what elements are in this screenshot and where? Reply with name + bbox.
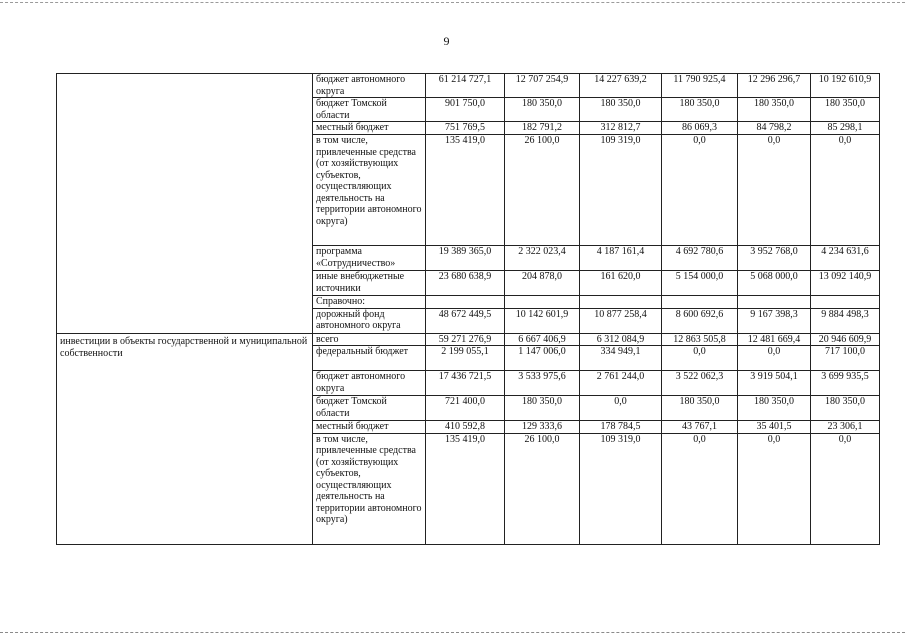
value-cell: 410 592,8 bbox=[426, 421, 505, 434]
value-cell: 12 296 296,7 bbox=[738, 74, 811, 98]
value-cell: 86 069,3 bbox=[662, 122, 738, 135]
value-cell bbox=[811, 296, 880, 309]
value-cell: 0,0 bbox=[811, 135, 880, 246]
value-cell: 35 401,5 bbox=[738, 421, 811, 434]
funding-source-label: Справочно: bbox=[313, 296, 426, 309]
category-cell bbox=[57, 74, 313, 334]
value-cell: 1 147 006,0 bbox=[505, 346, 580, 371]
value-cell: 180 350,0 bbox=[738, 98, 811, 122]
value-cell: 6 667 406,9 bbox=[505, 333, 580, 346]
value-cell: 0,0 bbox=[738, 135, 811, 246]
value-cell: 180 350,0 bbox=[662, 396, 738, 421]
value-cell: 3 699 935,5 bbox=[811, 371, 880, 396]
value-cell: 85 298,1 bbox=[811, 122, 880, 135]
value-cell: 23 306,1 bbox=[811, 421, 880, 434]
value-cell: 12 481 669,4 bbox=[738, 333, 811, 346]
value-cell: 20 946 609,9 bbox=[811, 333, 880, 346]
value-cell: 5 154 000,0 bbox=[662, 271, 738, 296]
value-cell: 180 350,0 bbox=[738, 396, 811, 421]
value-cell: 4 187 161,4 bbox=[580, 246, 662, 271]
value-cell: 23 680 638,9 bbox=[426, 271, 505, 296]
value-cell: 3 522 062,3 bbox=[662, 371, 738, 396]
value-cell: 0,0 bbox=[738, 433, 811, 544]
scan-edge-top bbox=[0, 2, 905, 3]
value-cell: 10 142 601,9 bbox=[505, 308, 580, 333]
value-cell: 180 350,0 bbox=[811, 396, 880, 421]
value-cell: 180 350,0 bbox=[580, 98, 662, 122]
value-cell: 6 312 084,9 bbox=[580, 333, 662, 346]
value-cell bbox=[580, 296, 662, 309]
value-cell: 182 791,2 bbox=[505, 122, 580, 135]
value-cell: 0,0 bbox=[662, 346, 738, 371]
value-cell: 3 919 504,1 bbox=[738, 371, 811, 396]
category-cell: инвестиции в объекты государственной и муниципальной собственности bbox=[57, 333, 313, 544]
value-cell: 10 192 610,9 bbox=[811, 74, 880, 98]
funding-source-label: бюджет автономного округа bbox=[313, 371, 426, 396]
value-cell: 180 350,0 bbox=[662, 98, 738, 122]
value-cell: 3 533 975,6 bbox=[505, 371, 580, 396]
value-cell: 3 952 768,0 bbox=[738, 246, 811, 271]
funding-source-label: бюджет автономного округа bbox=[313, 74, 426, 98]
value-cell: 751 769,5 bbox=[426, 122, 505, 135]
value-cell: 135 419,0 bbox=[426, 433, 505, 544]
value-cell: 2 761 244,0 bbox=[580, 371, 662, 396]
value-cell: 11 790 925,4 bbox=[662, 74, 738, 98]
value-cell: 129 333,6 bbox=[505, 421, 580, 434]
value-cell bbox=[505, 296, 580, 309]
value-cell: 12 863 505,8 bbox=[662, 333, 738, 346]
funding-source-label: в том числе, привлеченные средства (от хозяйствующих субъектов, осуществляющих деятельность на территории автономного округа) bbox=[313, 433, 426, 544]
value-cell: 48 672 449,5 bbox=[426, 308, 505, 333]
budget-table bbox=[56, 73, 880, 545]
value-cell: 334 949,1 bbox=[580, 346, 662, 371]
value-cell: 135 419,0 bbox=[426, 135, 505, 246]
funding-source-label: местный бюджет bbox=[313, 122, 426, 135]
value-cell: 13 092 140,9 bbox=[811, 271, 880, 296]
value-cell: 14 227 639,2 bbox=[580, 74, 662, 98]
value-cell: 2 199 055,1 bbox=[426, 346, 505, 371]
value-cell: 0,0 bbox=[811, 433, 880, 544]
value-cell: 4 692 780,6 bbox=[662, 246, 738, 271]
funding-source-label: дорожный фонд автономного округа bbox=[313, 308, 426, 333]
page-number: 9 bbox=[443, 34, 450, 48]
funding-source-label: всего bbox=[313, 333, 426, 346]
value-cell: 9 167 398,3 bbox=[738, 308, 811, 333]
scan-edge-bottom bbox=[0, 632, 905, 633]
value-cell: 19 389 365,0 bbox=[426, 246, 505, 271]
value-cell: 180 350,0 bbox=[505, 98, 580, 122]
value-cell: 8 600 692,6 bbox=[662, 308, 738, 333]
value-cell: 5 068 000,0 bbox=[738, 271, 811, 296]
table-row bbox=[57, 74, 880, 98]
value-cell: 59 271 276,9 bbox=[426, 333, 505, 346]
value-cell: 61 214 727,1 bbox=[426, 74, 505, 98]
value-cell: 204 878,0 bbox=[505, 271, 580, 296]
value-cell: 9 884 498,3 bbox=[811, 308, 880, 333]
value-cell: 26 100,0 bbox=[505, 135, 580, 246]
value-cell: 17 436 721,5 bbox=[426, 371, 505, 396]
value-cell: 312 812,7 bbox=[580, 122, 662, 135]
value-cell: 161 620,0 bbox=[580, 271, 662, 296]
value-cell: 4 234 631,6 bbox=[811, 246, 880, 271]
value-cell: 0,0 bbox=[738, 346, 811, 371]
value-cell: 717 100,0 bbox=[811, 346, 880, 371]
funding-source-label: федеральный бюджет bbox=[313, 346, 426, 371]
funding-source-label: бюджет Томской области bbox=[313, 396, 426, 421]
value-cell: 0,0 bbox=[662, 433, 738, 544]
value-cell: 178 784,5 bbox=[580, 421, 662, 434]
value-cell: 180 350,0 bbox=[505, 396, 580, 421]
value-cell: 10 877 258,4 bbox=[580, 308, 662, 333]
funding-source-label: в том числе, привлеченные средства (от хозяйствующих субъектов, осуществляющих деятельность на территории автономного округа) bbox=[313, 135, 426, 246]
value-cell: 84 798,2 bbox=[738, 122, 811, 135]
table-row bbox=[57, 333, 880, 346]
value-cell: 0,0 bbox=[662, 135, 738, 246]
value-cell: 109 319,0 bbox=[580, 433, 662, 544]
value-cell: 109 319,0 bbox=[580, 135, 662, 246]
value-cell bbox=[662, 296, 738, 309]
funding-source-label: бюджет Томской области bbox=[313, 98, 426, 122]
value-cell: 180 350,0 bbox=[811, 98, 880, 122]
funding-source-label: местный бюджет bbox=[313, 421, 426, 434]
value-cell: 721 400,0 bbox=[426, 396, 505, 421]
value-cell bbox=[738, 296, 811, 309]
value-cell: 2 322 023,4 bbox=[505, 246, 580, 271]
value-cell: 0,0 bbox=[580, 396, 662, 421]
funding-source-label: программа «Сотрудничество» bbox=[313, 246, 426, 271]
value-cell: 43 767,1 bbox=[662, 421, 738, 434]
value-cell: 26 100,0 bbox=[505, 433, 580, 544]
value-cell: 901 750,0 bbox=[426, 98, 505, 122]
value-cell: 12 707 254,9 bbox=[505, 74, 580, 98]
funding-source-label: иные внебюджетные источники bbox=[313, 271, 426, 296]
value-cell bbox=[426, 296, 505, 309]
